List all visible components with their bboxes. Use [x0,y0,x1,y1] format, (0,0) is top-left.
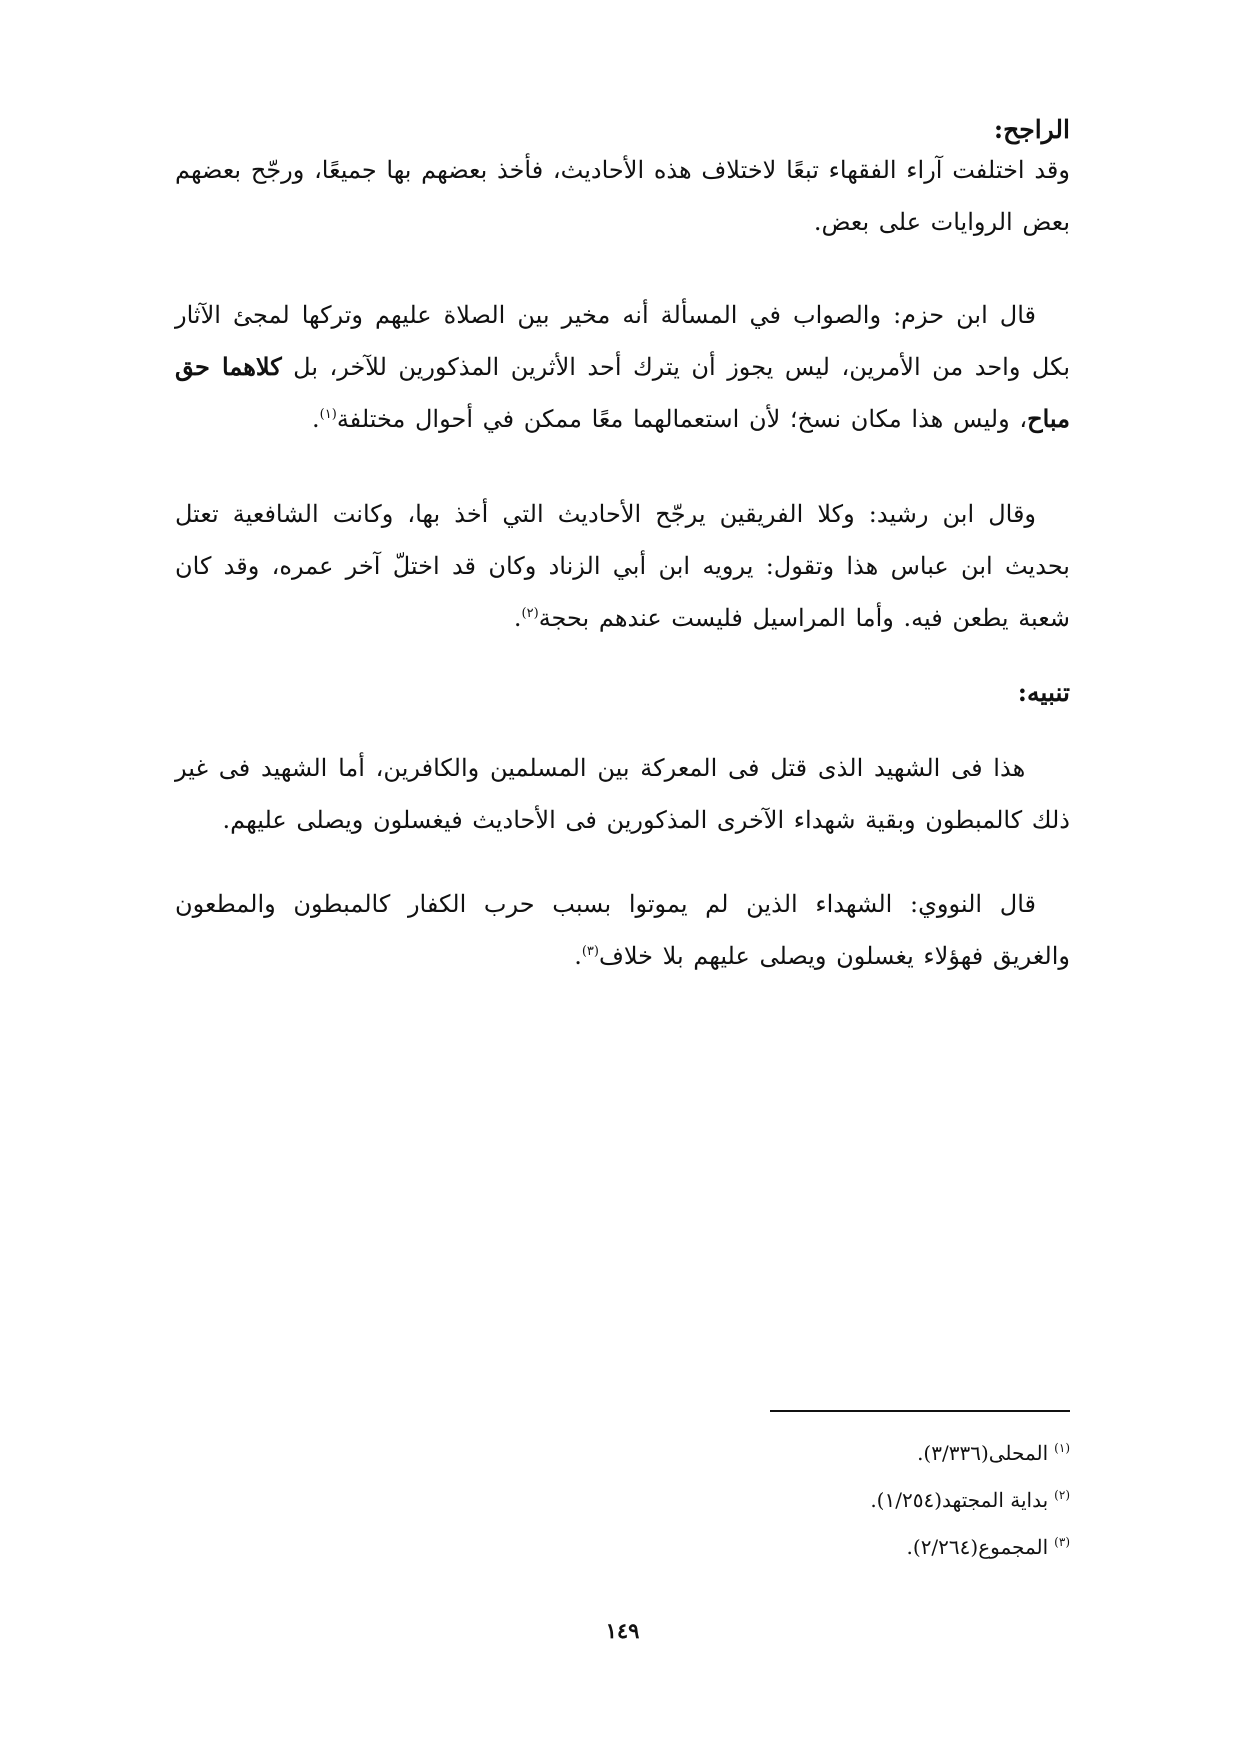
document-page [175,0,1070,1754]
footnote-number: (١) [1054,1441,1070,1455]
bold-phrase: كلاهما حق مباح [175,352,1070,433]
paragraph-nawawi [175,878,1070,982]
paragraph-text: قال النووي: الشهداء الذين لم يموتوا بسبب حرب الكفار كالمبطون والمطعون والغريق فهؤلاء يغسلون ويصلى عليهم بلا خلاف [175,890,1070,970]
page-number: ١٤٩ [605,1618,640,1643]
paragraph-text-before-bold: قال ابن حزم: والصواب في المسألة أنه مخير بين الصلاة عليهم وتركها لمجئ الآثار بكل واحد من الأمرين، ليس يجوز أن يترك أحد الأثرين المذكورين للآخر، بل [175,301,1070,381]
heading-rajih: الراجح: [993,115,1070,144]
paragraph-text: وقال ابن رشيد: وكلا الفريقين يرجّح الأحاديث التي أخذ بها، وكانت الشافعية تعتل بحديث ابن عباس هذا وتقول: يرويه ابن أبي الزناد وكان قد اختلّ آخر عمره، وقد كان شعبة يطعن فيه. وأما المراسيل فليست عندهم بحجة [175,500,1070,632]
paragraph-end-punct: . [312,405,320,433]
paragraph-text-after-bold: ، وليس هذا مكان نسخ؛ لأن استعمالهما معًا ممكن في أحوال مختلفة [336,405,1028,433]
footnote-number: (٣) [1054,1535,1070,1549]
footnotes-list [175,1430,1070,1571]
paragraph-text: هذا فى الشهيد الذى قتل فى المعركة بين المسلمين والكافرين، أما الشهيد فى غير ذلك كالمبطون وبقية شهداء الآخرى المذكورين فى الأحاديث فيغسلون ويصلى عليهم. [175,754,1070,834]
footnote-2 [175,1477,1070,1524]
paragraph-ibn-hazm [175,289,1070,445]
paragraph-fuqaha-opinions [175,144,1070,248]
footnote-text: المجموع(٢/٢٦٤). [906,1535,1049,1559]
paragraph-end-punct: . [574,942,582,970]
footnote-1 [175,1430,1070,1477]
footnote-3 [175,1524,1070,1571]
heading-tanbih: تنبيه: [1017,678,1070,707]
footnote-marker-3: (٣) [581,944,599,959]
paragraph-end-punct: . [513,604,522,632]
footnote-number: (٢) [1054,1488,1070,1502]
footnote-separator [770,1410,1070,1412]
footnote-text: بداية المجتهد(١/٢٥٤). [870,1488,1049,1512]
footnote-marker-1: (١) [319,407,337,422]
paragraph-text: وقد اختلفت آراء الفقهاء تبعًا لاختلاف هذه الأحاديث، فأخذ بعضهم بها جميعًا، ورجّح بعضهم بعض الروايات على بعض. [175,156,1070,236]
paragraph-ibn-rushd [175,488,1070,644]
footnote-text: المحلى(٣/٣٣٦). [917,1441,1049,1465]
paragraph-shahid-battle [175,742,1070,846]
footnote-marker-2: (٢) [521,606,539,621]
